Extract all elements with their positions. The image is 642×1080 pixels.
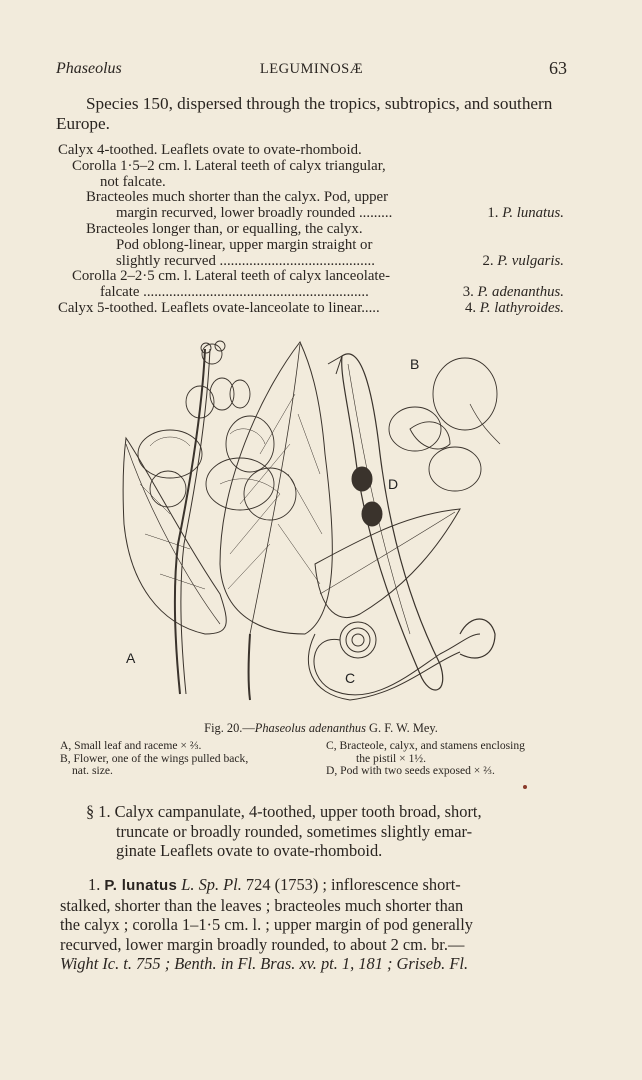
- entry-line: stalked, shorter than the leaves ; bracteoles much shorter than: [60, 895, 464, 915]
- page-number: 63: [549, 58, 567, 78]
- legend-right-line: the pistil × 1½.: [356, 751, 426, 765]
- flower-b: [389, 358, 500, 491]
- entry-authority: L. Sp. Pl.: [181, 875, 242, 894]
- key-text: slightly recurved ..........................................: [116, 252, 375, 269]
- stem: [175, 349, 205, 694]
- key-text: Corolla 1·5–2 cm. l. Lateral teeth of calyx triangular,: [72, 157, 386, 174]
- key-line: [58, 206, 568, 222]
- entry-text: 724 (1753) ; inflorescence short-: [241, 875, 461, 894]
- legend-right-line: D, Pod with two seeds exposed × ⅔.: [326, 764, 495, 778]
- seed-1: [352, 467, 372, 491]
- key-text: Bracteoles longer than, or equalling, the calyx.: [86, 220, 363, 237]
- ink-speck: [523, 785, 527, 789]
- key-text: not falcate.: [100, 173, 166, 190]
- figure-label-a: A: [126, 650, 136, 666]
- figure-label-b: B: [410, 356, 420, 372]
- running-head-genus: Phaseolus: [56, 60, 122, 77]
- key-line: [58, 190, 568, 206]
- key-answer: [487, 206, 564, 222]
- caption-species: Phaseolus adenanthus: [254, 721, 366, 735]
- key-answer-number: 2.: [482, 252, 498, 269]
- species-entry: [60, 875, 568, 974]
- entry-line: Wight Ic. t. 755 ; Benth. in Fl. Bras. xv. pt. 1, 181 ; Griseb. Fl.: [60, 954, 469, 974]
- entry-number: 1.: [88, 875, 101, 894]
- key-line: [58, 285, 568, 301]
- figure-label-d: D: [388, 476, 399, 492]
- key-answer: [463, 285, 564, 301]
- plant-drawing: [110, 334, 530, 704]
- key-answer: [465, 301, 564, 317]
- caption-prefix: Fig. 20.—: [204, 721, 255, 735]
- leaf-right-outline: [315, 509, 460, 617]
- key-line: [58, 269, 568, 285]
- key-answer-number: 4.: [464, 299, 480, 316]
- entry-name: P. lunatus: [104, 877, 178, 894]
- legend-right: [326, 740, 576, 778]
- key-text: Pod oblong-linear, upper margin straight or: [116, 236, 373, 253]
- seed-2: [362, 502, 382, 526]
- section-line: ginate Leaflets ovate to ovate-rhomboid.: [116, 841, 383, 860]
- key-line: [58, 175, 568, 191]
- legend-right-line: C, Bracteole, calyx, and stamens enclosing: [326, 739, 525, 752]
- key-text: Corolla 2–2·5 cm. l. Lateral teeth of calyx lanceolate-: [72, 268, 390, 285]
- entry-line: [60, 875, 568, 896]
- key-answer-species: P. adenanthus.: [477, 284, 564, 301]
- figure-label-c: C: [345, 670, 356, 686]
- entry-line: recurved, lower margin broadly rounded, to about 2 cm. br.—: [60, 934, 465, 954]
- bracteole-c: [308, 619, 495, 700]
- running-head: [56, 60, 567, 82]
- section-line: truncate or broadly rounded, sometimes slightly emar-: [116, 821, 473, 841]
- key-answer: [482, 254, 564, 270]
- running-head-family: LEGUMINOSÆ: [259, 61, 364, 77]
- legend-left: [60, 740, 320, 778]
- key-line: [58, 238, 568, 254]
- key-answer-number: 1.: [487, 205, 503, 222]
- legend-left-line: nat. size.: [72, 764, 113, 778]
- key-text: margin recurved, lower broadly rounded .........: [116, 205, 393, 222]
- key-line: [58, 222, 568, 238]
- identification-key: [58, 143, 568, 317]
- key-line: [58, 159, 568, 175]
- leaf-a-outline: [220, 342, 332, 634]
- key-line: [58, 301, 568, 317]
- key-answer-species: P. lunatus.: [502, 205, 564, 222]
- legend-left-line: A, Small leaf and raceme × ⅔.: [60, 739, 202, 752]
- key-text: Bracteoles much shorter than the calyx. Pod, upper: [86, 189, 389, 206]
- key-text: falcate .............................................................: [100, 284, 369, 301]
- species-note: Species 150, dispersed through the tropics, subtropics, and southern Europe.: [56, 94, 553, 133]
- key-answer-species: P. lathyroides.: [479, 299, 564, 316]
- raceme-flowers: [138, 341, 296, 520]
- section-line: § 1. Calyx campanulate, 4-toothed, upper tooth broad, short,: [86, 802, 482, 821]
- key-text: Calyx 4-toothed. Leaflets ovate to ovate-rhomboid.: [58, 142, 362, 158]
- pod-d: [342, 354, 443, 690]
- key-text: Calyx 5-toothed. Leaflets ovate-lanceolate to linear.....: [58, 299, 380, 316]
- figure-caption: [0, 721, 642, 736]
- figure-illustration: [110, 334, 530, 704]
- legend-left-line: B, Flower, one of the wings pulled back,: [60, 751, 249, 765]
- caption-suffix: G. F. W. Mey.: [365, 721, 438, 735]
- entry-line: the calyx ; corolla 1–1·5 cm. l. ; upper margin of pod generally: [60, 915, 473, 935]
- key-answer-number: 3.: [462, 284, 478, 301]
- key-line: [58, 254, 568, 270]
- section-heading: [86, 802, 568, 861]
- leaf-a-midrib: [250, 344, 300, 634]
- key-line: [58, 143, 568, 159]
- key-answer-species: P. vulgaris.: [497, 252, 564, 269]
